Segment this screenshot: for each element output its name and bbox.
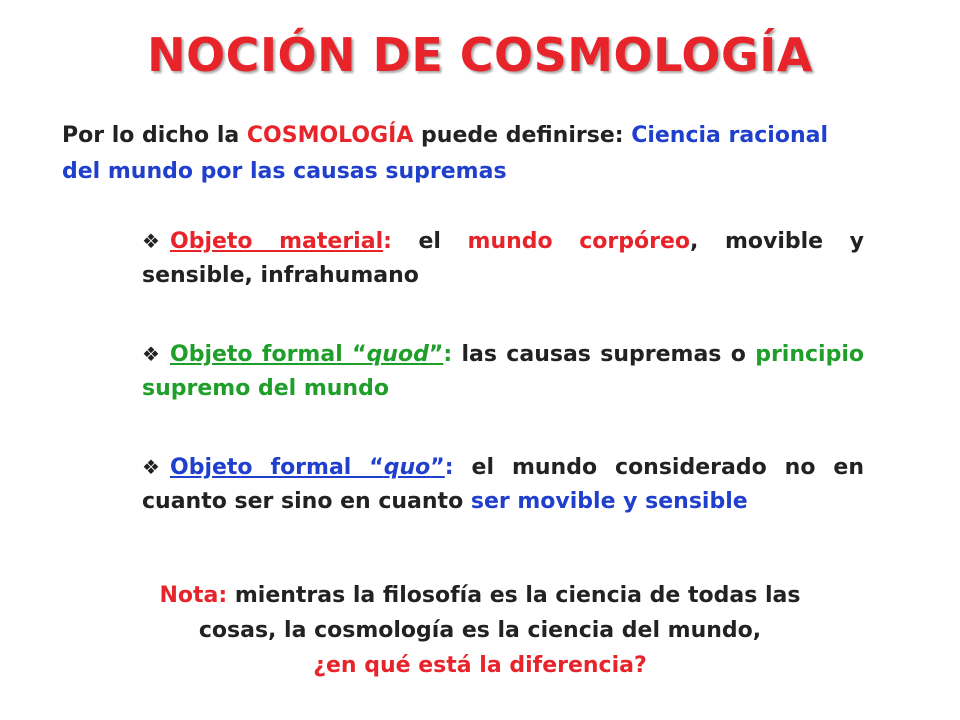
diamond-bullet-icon: ❖ bbox=[142, 229, 160, 253]
item-text: las causas supremas o bbox=[452, 342, 756, 367]
list-item-objeto-formal-quo bbox=[142, 450, 864, 519]
intro-middle: puede definirse: bbox=[413, 123, 632, 148]
item-label-start: Objeto formal “ bbox=[170, 342, 367, 367]
item-colon: : bbox=[443, 342, 453, 367]
item-text: el mundo considerado no en cuanto ser sino en cuanto bbox=[142, 455, 864, 514]
list-item-objeto-formal-quod bbox=[142, 337, 864, 406]
item-highlight: ser movible y sensible bbox=[470, 489, 748, 514]
item-label-end: ” bbox=[428, 342, 444, 367]
slide-title: NOCIÓN DE COSMOLOGÍA bbox=[147, 28, 813, 82]
note-line1: mientras la filosofía es la ciencia de todas las bbox=[227, 583, 801, 608]
item-label-italic: quo bbox=[383, 455, 431, 480]
item-label-end: ” bbox=[430, 455, 445, 480]
intro-definition-line2: del mundo por las causas supremas bbox=[62, 159, 507, 184]
note-line2: cosas, la cosmología es la ciencia del mundo, bbox=[198, 618, 762, 643]
note-paragraph bbox=[0, 578, 960, 683]
note-question: ¿en qué está la diferencia? bbox=[313, 653, 647, 678]
item-colon: : bbox=[383, 229, 392, 254]
item-label bbox=[170, 455, 445, 480]
item-text-end: , movible y sensible, infrahumano bbox=[142, 229, 864, 288]
diamond-bullet-icon: ❖ bbox=[142, 455, 160, 479]
item-highlight: principio supremo del mundo bbox=[142, 342, 864, 401]
item-label: Objeto material bbox=[170, 229, 384, 254]
list-item-objeto-material bbox=[142, 224, 864, 293]
item-label bbox=[170, 342, 443, 367]
item-text: el bbox=[391, 229, 468, 254]
intro-keyword: COSMOLOGÍA bbox=[246, 123, 414, 148]
item-label-italic: quod bbox=[366, 342, 429, 367]
item-colon: : bbox=[444, 455, 454, 480]
diamond-bullet-icon: ❖ bbox=[142, 342, 160, 366]
intro-paragraph bbox=[62, 118, 902, 190]
note-label: Nota: bbox=[159, 583, 228, 608]
intro-definition-line1: Ciencia racional bbox=[631, 123, 828, 148]
item-label-start: Objeto formal “ bbox=[170, 455, 384, 480]
intro-lead: Por lo dicho la bbox=[62, 123, 247, 148]
bullet-list bbox=[142, 224, 864, 519]
item-highlight: mundo corpóreo bbox=[467, 229, 690, 254]
